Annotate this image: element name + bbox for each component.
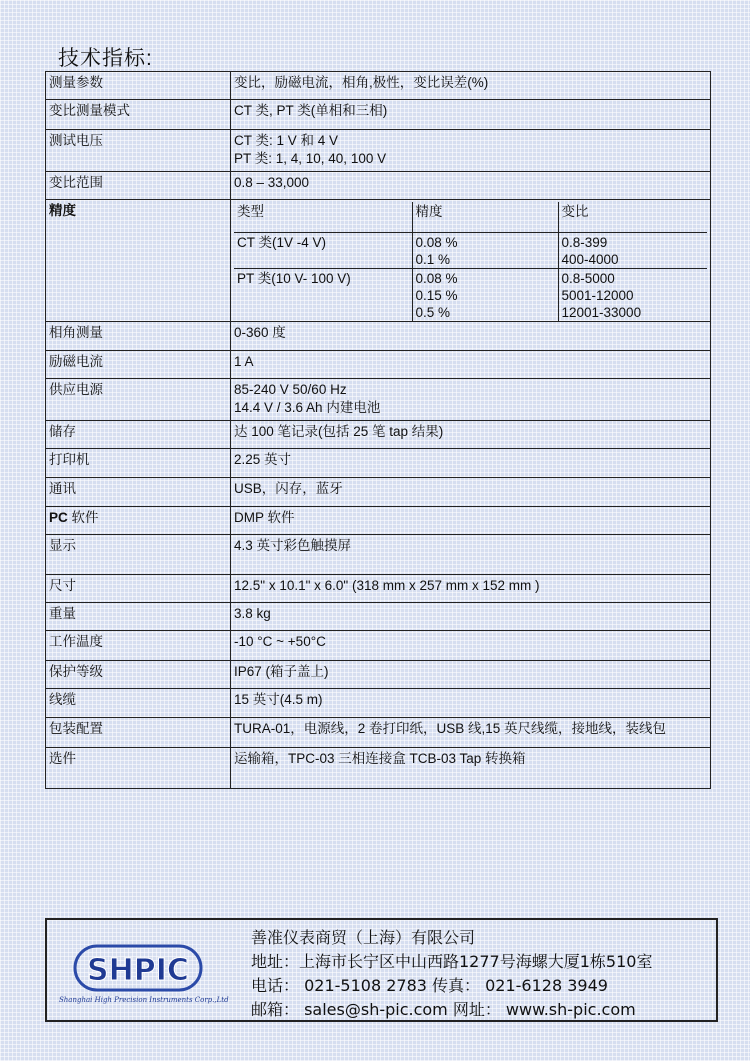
company-footer <box>45 918 718 1022</box>
row-label: 相角测量 <box>46 322 231 351</box>
logo-subtext: Shanghai High Precision Instruments Corp.,Ltd <box>59 996 229 1004</box>
row-label: 变比范围 <box>46 172 231 200</box>
table-row <box>46 449 711 478</box>
ratio-value: 0.8-399 <box>561 234 608 250</box>
row-value: 0-360 度 <box>231 322 711 351</box>
value-line: 85-240 V 50/60 Hz <box>234 382 347 397</box>
accuracy-value: 0.15 % <box>415 287 458 303</box>
row-value: 1 A <box>231 351 711 379</box>
subtable-header: 变比 <box>558 202 707 232</box>
company-info <box>251 926 652 1022</box>
row-value: -10 °C ~ +50°C <box>231 631 711 661</box>
row-label: 尺寸 <box>46 575 231 603</box>
row-label: 励磁电流 <box>46 351 231 379</box>
row-label: 保护等级 <box>46 661 231 689</box>
table-row <box>46 351 711 379</box>
company-name: 善准仪表商贸（上海）有限公司 <box>251 928 476 947</box>
row-label: 通讯 <box>46 478 231 507</box>
accuracy-cell <box>412 232 558 268</box>
accuracy-cell <box>412 268 558 321</box>
row-label <box>46 507 231 535</box>
company-phone-fax: 电话： 021-5108 2783 传真： 021-6128 3949 <box>251 976 608 995</box>
row-value: 2.25 英寸 <box>231 449 711 478</box>
row-label: 工作温度 <box>46 631 231 661</box>
row-label: 测试电压 <box>46 130 231 172</box>
row-value: IP67 (箱子盖上) <box>231 661 711 689</box>
row-value: 12.5" x 10.1" x 6.0" (318 mm x 257 mm x 152 mm ) <box>231 575 711 603</box>
table-row <box>46 100 711 130</box>
table-row <box>46 507 711 535</box>
row-value: 0.8 – 33,000 <box>231 172 711 200</box>
accuracy-value: 0.08 % <box>415 234 458 250</box>
table-row <box>46 172 711 200</box>
ratio-value: 5001-12000 <box>561 287 634 303</box>
row-label: 显示 <box>46 535 231 575</box>
accuracy-value: 0.5 % <box>415 304 451 320</box>
subtable-row <box>234 268 707 321</box>
table-row <box>46 72 711 100</box>
row-label: 线缆 <box>46 689 231 718</box>
table-row <box>46 718 711 748</box>
table-row <box>46 535 711 575</box>
company-address: 地址：上海市长宁区中山西路1277号海螺大厦1栋510室 <box>251 952 653 971</box>
row-label: 变比测量模式 <box>46 100 231 130</box>
value-line: CT 类: 1 V 和 4 V <box>234 133 339 148</box>
ratio-value: 400-4000 <box>561 251 619 267</box>
accuracy-subtable-cell <box>231 200 711 322</box>
row-value: 15 英寸(4.5 m) <box>231 689 711 718</box>
table-row <box>46 379 711 421</box>
accuracy-subtable <box>234 202 707 321</box>
row-value: 运输箱，TPC-03 三相连接盒 TCB-03 Tap 转换箱 <box>231 748 711 789</box>
shpic-logo <box>55 938 260 1010</box>
row-label: 储存 <box>46 421 231 449</box>
table-row <box>46 575 711 603</box>
row-label: 测量参数 <box>46 72 231 100</box>
row-value: DMP 软件 <box>231 507 711 535</box>
row-value: CT 类, PT 类(单相和三相) <box>231 100 711 130</box>
table-row <box>46 478 711 507</box>
subtable-row <box>234 232 707 268</box>
table-row <box>46 631 711 661</box>
type-cell: PT 类(10 V- 100 V) <box>234 268 412 321</box>
ratio-cell <box>558 232 707 268</box>
row-value: 达 100 笔记录(包括 25 笔 tap 结果) <box>231 421 711 449</box>
subtable-header: 精度 <box>412 202 558 232</box>
row-value: 3.8 kg <box>231 603 711 631</box>
row-value <box>231 130 711 172</box>
table-row <box>46 603 711 631</box>
ratio-value: 0.8-5000 <box>561 270 615 286</box>
pc-label: PC <box>49 510 68 525</box>
row-label: 包装配置 <box>46 718 231 748</box>
table-row <box>46 689 711 718</box>
accuracy-value: 0.1 % <box>415 251 451 267</box>
logo-text: SHPIC <box>87 953 189 988</box>
table-row <box>46 130 711 172</box>
subtable-header-row <box>234 202 707 232</box>
table-row <box>46 421 711 449</box>
row-label: 供应电源 <box>46 379 231 421</box>
row-value: 变比，励磁电流，相角,极性，变比误差(%) <box>231 72 711 100</box>
table-row <box>46 322 711 351</box>
ratio-cell <box>558 268 707 321</box>
page-title: 技术指标: <box>58 47 153 70</box>
row-label: 精度 <box>46 200 231 322</box>
value-line: 14.4 V / 3.6 Ah 内建电池 <box>234 400 381 415</box>
row-value: TURA-01，电源线，2 卷打印纸，USB 线,15 英尺线缆，接地线，装线包 <box>231 718 711 748</box>
table-row <box>46 200 711 322</box>
row-label: 选件 <box>46 748 231 789</box>
company-email-web: 邮箱： sales@sh-pic.com 网址： www.sh-pic.com <box>251 1000 636 1019</box>
row-value: USB，闪存，蓝牙 <box>231 478 711 507</box>
type-cell: CT 类(1V -4 V) <box>234 232 412 268</box>
accuracy-value: 0.08 % <box>415 270 458 286</box>
spec-table <box>45 71 711 789</box>
row-label: 重量 <box>46 603 231 631</box>
row-value: 4.3 英寸彩色触摸屏 <box>231 535 711 575</box>
table-row <box>46 748 711 789</box>
row-value <box>231 379 711 421</box>
subtable-header: 类型 <box>234 202 412 232</box>
row-label: 打印机 <box>46 449 231 478</box>
ratio-value: 12001-33000 <box>561 304 642 320</box>
value-line: PT 类: 1, 4, 10, 40, 100 V <box>234 151 387 166</box>
software-label: 软件 <box>67 510 99 525</box>
table-row <box>46 661 711 689</box>
